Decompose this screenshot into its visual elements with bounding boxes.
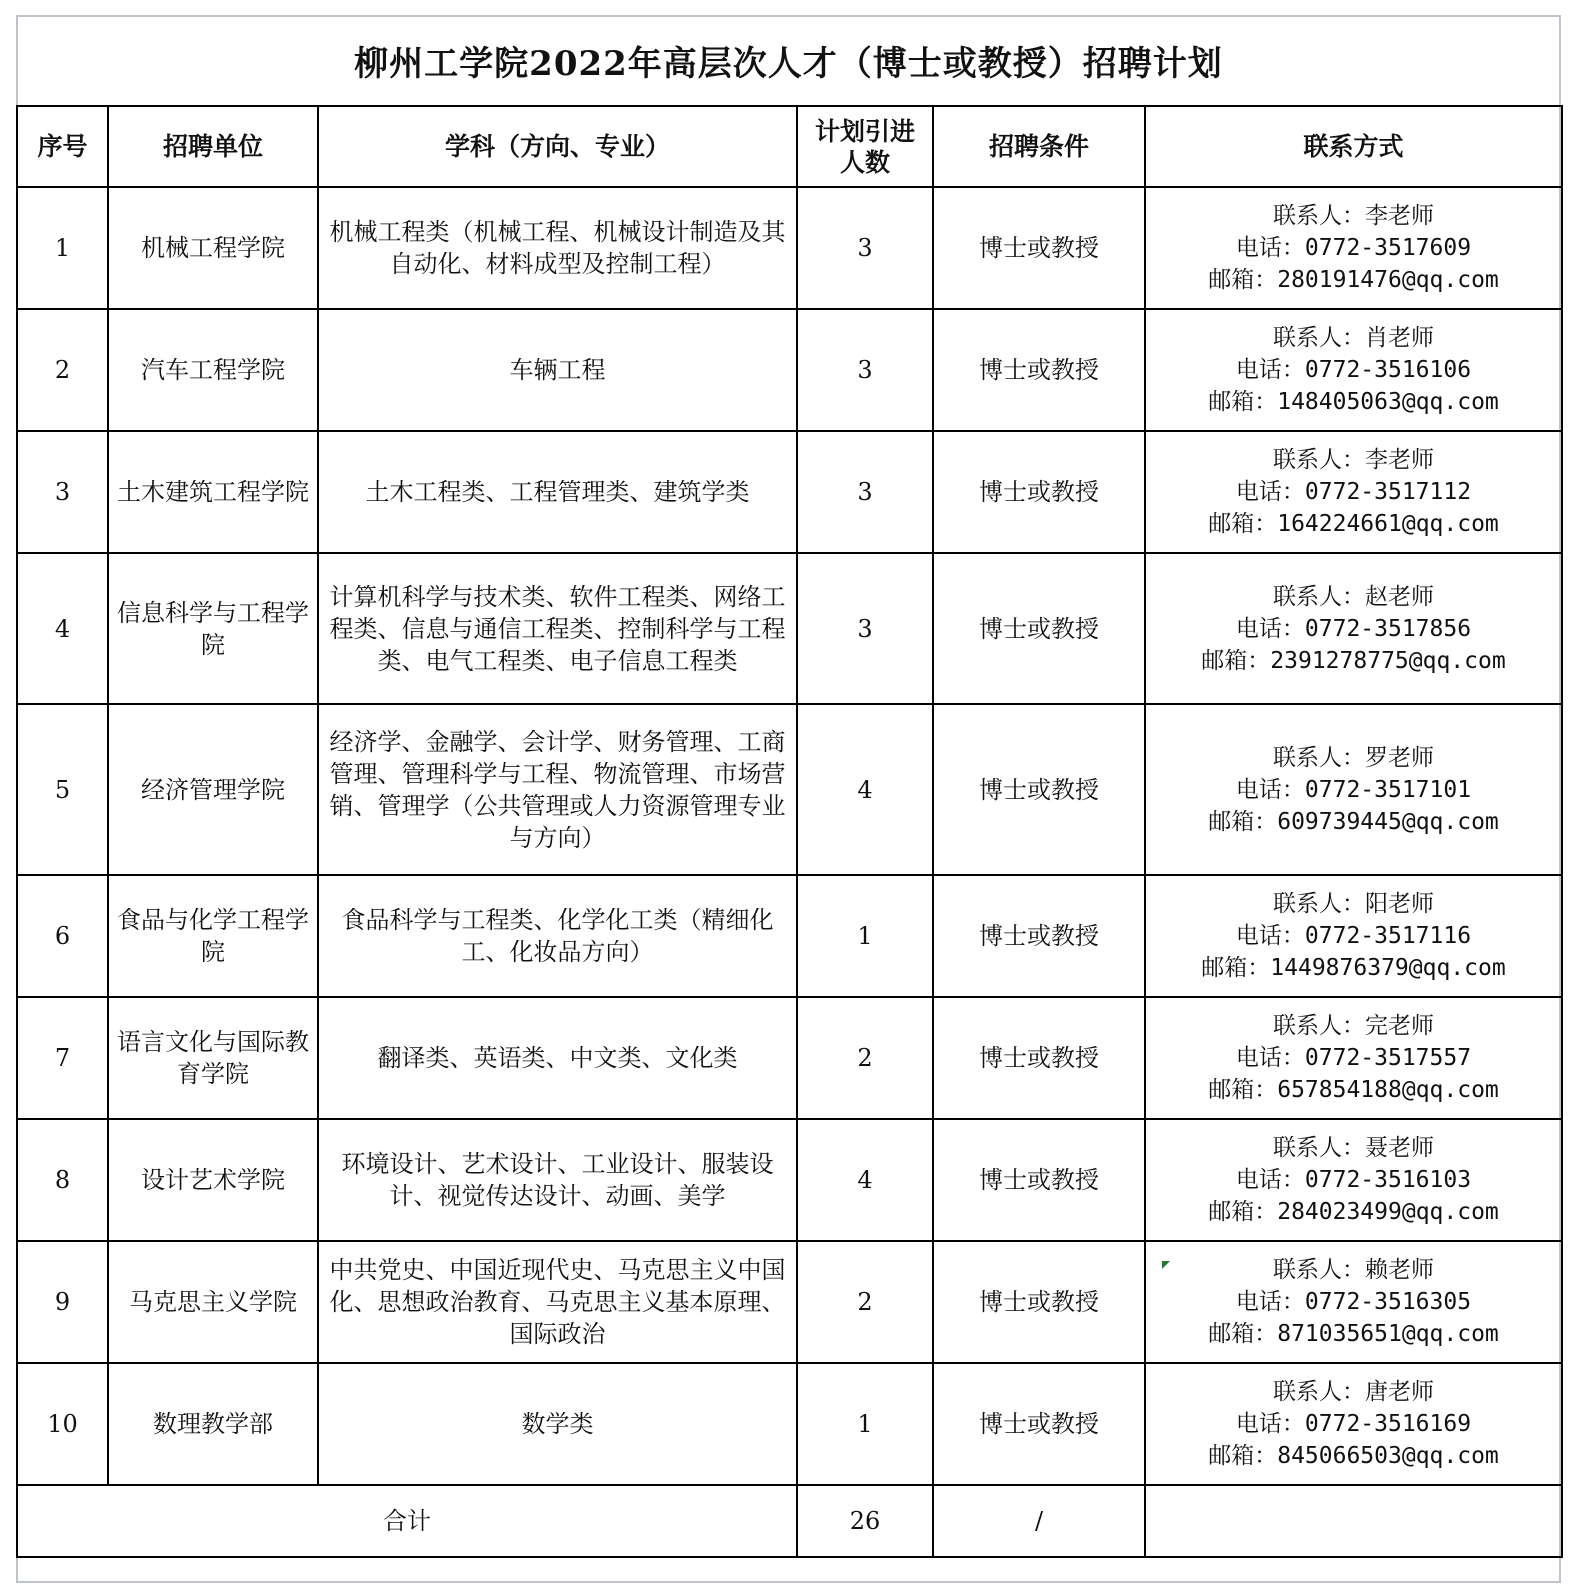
contact-email: 邮箱：871035651@qq.com (1208, 1321, 1499, 1347)
row-contact (1145, 431, 1562, 553)
row-no: 10 (17, 1363, 108, 1485)
table-row (17, 1241, 1562, 1363)
row-unit: 设计艺术学院 (108, 1119, 318, 1241)
row-contact (1145, 1241, 1562, 1363)
row-count: 1 (797, 875, 933, 997)
row-unit: 机械工程学院 (108, 187, 318, 309)
row-unit: 汽车工程学院 (108, 309, 318, 431)
table-row (17, 553, 1562, 704)
row-condition: 博士或教授 (933, 553, 1145, 704)
contact-person: 联系人：完老师 (1273, 1013, 1434, 1039)
header-row (17, 106, 1562, 187)
row-count: 3 (797, 309, 933, 431)
row-no: 3 (17, 431, 108, 553)
row-contact (1145, 1363, 1562, 1485)
row-unit: 信息科学与工程学院 (108, 553, 318, 704)
row-contact (1145, 997, 1562, 1119)
contact-person: 联系人：聂老师 (1273, 1135, 1434, 1161)
row-subject: 土木工程类、工程管理类、建筑学类 (318, 431, 797, 553)
contact-person: 联系人：李老师 (1273, 203, 1434, 229)
table-row (17, 997, 1562, 1119)
row-count: 4 (797, 704, 933, 875)
row-condition: 博士或教授 (933, 1363, 1145, 1485)
row-subject: 数学类 (318, 1363, 797, 1485)
total-row (17, 1485, 1562, 1557)
row-unit: 马克思主义学院 (108, 1241, 318, 1363)
contact-person: 联系人：李老师 (1273, 447, 1434, 473)
total-count: 26 (797, 1485, 933, 1557)
row-subject: 食品科学与工程类、化学化工类（精细化工、化妆品方向） (318, 875, 797, 997)
row-contact (1145, 553, 1562, 704)
contact-phone: 电话：0772-3517609 (1235, 235, 1472, 261)
row-count: 4 (797, 1119, 933, 1241)
row-unit: 语言文化与国际教育学院 (108, 997, 318, 1119)
contact-person: 联系人：赵老师 (1273, 583, 1434, 610)
contact-person: 联系人：唐老师 (1273, 1379, 1434, 1405)
page-title: 柳州工学院2022年高层次人才（博士或教授）招聘计划 (354, 43, 1223, 84)
contact-phone: 电话：0772-3516106 (1235, 357, 1472, 383)
table-row (17, 1119, 1562, 1241)
row-count: 2 (797, 1241, 933, 1363)
row-count: 3 (797, 553, 933, 704)
total-contact (1145, 1485, 1562, 1557)
contact-email: 邮箱：280191476@qq.com (1208, 267, 1499, 293)
row-count: 3 (797, 187, 933, 309)
row-contact (1145, 309, 1562, 431)
table-row (17, 875, 1562, 997)
contact-phone: 电话：0772-3517101 (1235, 776, 1472, 803)
table-row (17, 431, 1562, 553)
header-condition: 招聘条件 (933, 106, 1145, 187)
row-unit: 经济管理学院 (108, 704, 318, 875)
row-subject: 车辆工程 (318, 309, 797, 431)
table-row (17, 704, 1562, 875)
row-contact (1145, 875, 1562, 997)
contact-email: 邮箱：609739445@qq.com (1208, 808, 1499, 835)
contact-phone: 电话：0772-3517557 (1235, 1045, 1472, 1071)
row-count: 3 (797, 431, 933, 553)
contact-person: 联系人：肖老师 (1273, 325, 1434, 351)
row-subject: 环境设计、艺术设计、工业设计、服装设计、视觉传达设计、动画、美学 (318, 1119, 797, 1241)
row-condition: 博士或教授 (933, 875, 1145, 997)
table-row (17, 187, 1562, 309)
contact-email: 邮箱：148405063@qq.com (1208, 389, 1499, 415)
contact-email: 邮箱：1449876379@qq.com (1201, 955, 1506, 981)
row-no: 5 (17, 704, 108, 875)
contact-phone: 电话：0772-3516103 (1235, 1167, 1472, 1193)
contact-email: 邮箱：845066503@qq.com (1208, 1443, 1499, 1469)
header-no: 序号 (17, 106, 108, 187)
row-condition: 博士或教授 (933, 1241, 1145, 1363)
contact-email: 邮箱：2391278775@qq.com (1201, 647, 1506, 674)
contact-email: 邮箱：657854188@qq.com (1208, 1077, 1499, 1103)
row-condition: 博士或教授 (933, 431, 1145, 553)
row-subject: 经济学、金融学、会计学、财务管理、工商管理、管理科学与工程、物流管理、市场营销、管理学（公共管理或人力资源管理专业与方向） (318, 704, 797, 875)
row-unit: 食品与化学工程学院 (108, 875, 318, 997)
header-subject: 学科（方向、专业） (318, 106, 797, 187)
row-subject: 翻译类、英语类、中文类、文化类 (318, 997, 797, 1119)
title-row (16, 15, 1561, 107)
header-unit: 招聘单位 (108, 106, 318, 187)
contact-phone: 电话：0772-3517856 (1235, 615, 1472, 642)
header-count: 计划引进人数 (797, 106, 933, 187)
contact-phone: 电话：0772-3516305 (1235, 1289, 1472, 1315)
contact-phone: 电话：0772-3517116 (1235, 923, 1472, 949)
row-no: 1 (17, 187, 108, 309)
row-no: 4 (17, 553, 108, 704)
contact-email: 邮箱：284023499@qq.com (1208, 1199, 1499, 1225)
header-contact: 联系方式 (1145, 106, 1562, 187)
contact-person: 联系人：赖老师 (1273, 1257, 1434, 1283)
row-condition: 博士或教授 (933, 309, 1145, 431)
row-unit: 土木建筑工程学院 (108, 431, 318, 553)
table-row (17, 309, 1562, 431)
row-no: 6 (17, 875, 108, 997)
row-no: 7 (17, 997, 108, 1119)
total-condition: / (933, 1485, 1145, 1557)
row-contact (1145, 704, 1562, 875)
row-subject: 机械工程类（机械工程、机械设计制造及其自动化、材料成型及控制工程） (318, 187, 797, 309)
row-condition: 博士或教授 (933, 997, 1145, 1119)
row-contact (1145, 1119, 1562, 1241)
row-condition: 博士或教授 (933, 187, 1145, 309)
contact-email: 邮箱：164224661@qq.com (1208, 511, 1499, 537)
contact-person: 联系人：阳老师 (1273, 891, 1434, 917)
row-count: 1 (797, 1363, 933, 1485)
row-no: 8 (17, 1119, 108, 1241)
contact-phone: 电话：0772-3517112 (1235, 479, 1472, 505)
row-count: 2 (797, 997, 933, 1119)
row-no: 9 (17, 1241, 108, 1363)
row-no: 2 (17, 309, 108, 431)
row-subject: 中共党史、中国近现代史、马克思主义中国化、思想政治教育、马克思主义基本原理、国际政治 (318, 1241, 797, 1363)
contact-person: 联系人：罗老师 (1273, 744, 1434, 771)
row-unit: 数理教学部 (108, 1363, 318, 1485)
recruitment-table (16, 105, 1563, 1558)
row-contact (1145, 187, 1562, 309)
contact-phone: 电话：0772-3516169 (1235, 1411, 1472, 1437)
table-row (17, 1363, 1562, 1485)
total-label: 合计 (17, 1485, 797, 1557)
row-condition: 博士或教授 (933, 1119, 1145, 1241)
cell-comment-marker (1162, 1261, 1170, 1269)
row-condition: 博士或教授 (933, 704, 1145, 875)
row-subject: 计算机科学与技术类、软件工程类、网络工程类、信息与通信工程类、控制科学与工程类、电气工程类、电子信息工程类 (318, 553, 797, 704)
